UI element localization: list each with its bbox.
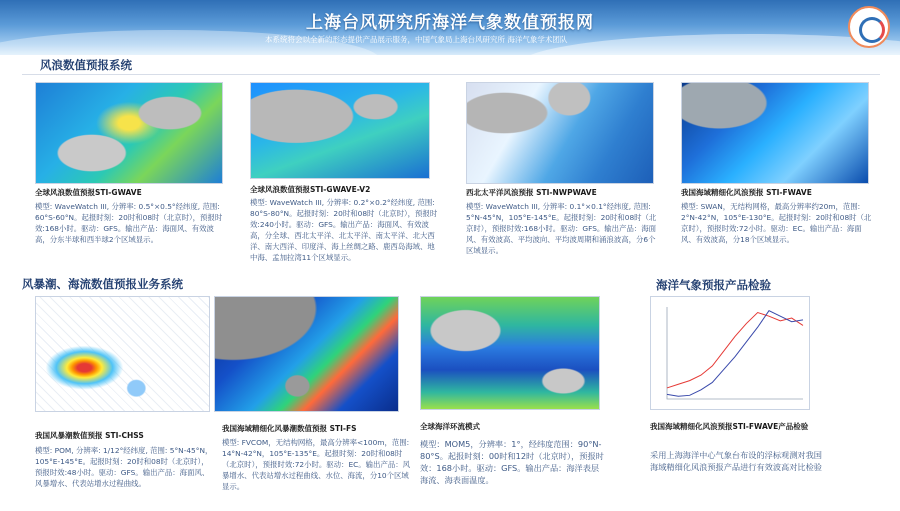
verification-chart-svg (651, 297, 811, 411)
verification-chart[interactable] (650, 296, 810, 410)
site-subtitle: 本系统将会以全新的形态提供产品展示服务，中国气象局上海台风研究所 海洋气象学术团队 (265, 35, 568, 44)
product-thumbnail-nwpwave[interactable] (466, 82, 654, 184)
product-thumbnail-chss[interactable] (35, 296, 210, 412)
section-title-verify: 海洋气象预报产品检验 (656, 278, 771, 292)
site-title: 上海台风研究所海洋气象数值预报网 (306, 13, 594, 33)
product-thumbnail-gwave[interactable] (35, 82, 223, 184)
chart-series-line-2 (667, 311, 803, 397)
product-desc-chss: 模型: POM, 分辨率: 1/12°经纬度, 范围: 5°N-45°N，105°E-145°E。起报时刻：20时和08时（北京时），预报时效:48小时。驱动：GFS。输出产品：海面风、风暴增水、代表站增水过程曲线。 (35, 446, 213, 488)
chart-series-line-1 (667, 313, 803, 388)
section-title-wave: 风浪数值预报系统 (40, 58, 132, 72)
product-caption-chss[interactable]: 我国风暴潮数值预报 STI-CHSS (35, 431, 144, 440)
product-caption-fwave[interactable]: 我国海域精细化风浪预报 STI-FWAVE (681, 188, 812, 197)
product-caption-verify[interactable]: 我国海域精细化风浪预报STI-FWAVE产品检验 (650, 422, 809, 431)
product-desc-fwave: 模型: SWAN，无结构网格，最高分辨率约20m，范围: 2°N-42°N，105°E-130°E。起报时刻：20时和08时（北京时），预报时效:72小时。驱动：EC。输出产品：海面风、有效波高，分18个区域显示。 (681, 202, 872, 244)
product-desc-gwave: 模型: WaveWatch III, 分辨率: 0.5°×0.5°经纬度, 范围: 60°S-60°N。起报时刻：20时和08时（北京时），预报时效:168小时。驱动：GFS。输出产品：海面风、有效波高，分东半球和西半球2个区域显示。 (35, 202, 223, 244)
product-thumbnail-fwave[interactable] (681, 82, 869, 184)
product-caption-gwave-v2[interactable]: 全球风浪数值预报STI-GWAVE-V2 (250, 185, 371, 194)
header-banner (0, 0, 900, 55)
product-thumbnail-gwave-v2[interactable] (250, 82, 430, 179)
section-divider (22, 74, 880, 75)
product-thumbnail-mom[interactable] (420, 296, 600, 410)
product-thumbnail-fs[interactable] (214, 296, 399, 412)
section-title-surge: 风暴潮、海流数值预报业务系统 (22, 277, 183, 291)
institute-logo-icon[interactable] (848, 6, 890, 48)
product-desc-nwpwave: 模型: WaveWatch III, 分辨率: 0.1°×0.1°经纬度, 范围: 5°N-45°N，105°E-145°E。起报时刻：20时和08时（北京时），预报时效:168小时。驱动：GFS。输出产品：海面风、有效波高、平均波向、平均波周期和涌浪波高，分6个区域显示。 (466, 202, 657, 255)
product-desc-mom: 模型：MOM5，分辨率：1°，经纬度范围：90°N-80°S。起报时刻：00时和12时（北京时），预报时效：168小时。驱动：GFS。输出产品：海洋表层海流、海表面温度。 (420, 439, 604, 485)
product-caption-gwave[interactable]: 全球风浪数值预报STI-GWAVE (35, 188, 142, 197)
product-caption-fs[interactable]: 我国海域精细化风暴潮数值预报 STI-FS (222, 424, 357, 433)
product-desc-gwave-v2: 模型: WaveWatch III, 分辨率: 0.2°×0.2°经纬度, 范围: 80°S-80°N。起报时刻：20时和08时（北京时），预报时效:240小时。驱动：GFS。输出产品：海面风、有效波高，分全球、西北太平洋、北太平洋、南太平洋、北大西洋、南大西洋、印度洋、海上丝绸之路、鹿西岛海域、地中海、孟加拉湾11个区域显示。 (250, 198, 438, 262)
product-desc-fs: 模型: FVCOM，无结构网格，最高分辨率<100m，范围: 14°N-42°N，105°E-135°E。起报时刻：20时和08时（北京时），预报时效:72小时。驱动：EC。输出产品：风暴增水、代表站增水过程曲线、水位、海流，分10个区域显示。 (222, 438, 411, 491)
product-desc-verify: 采用上海海洋中心气象台布设的浮标观测对我国海域精细化风浪预报产品进行有效波高对比检验 (650, 450, 822, 472)
product-caption-mom[interactable]: 全球海洋环流模式 (420, 422, 480, 431)
chart-axis (667, 307, 803, 399)
product-caption-nwpwave[interactable]: 西北太平洋风浪预报 STI-NWPWAVE (466, 188, 597, 197)
